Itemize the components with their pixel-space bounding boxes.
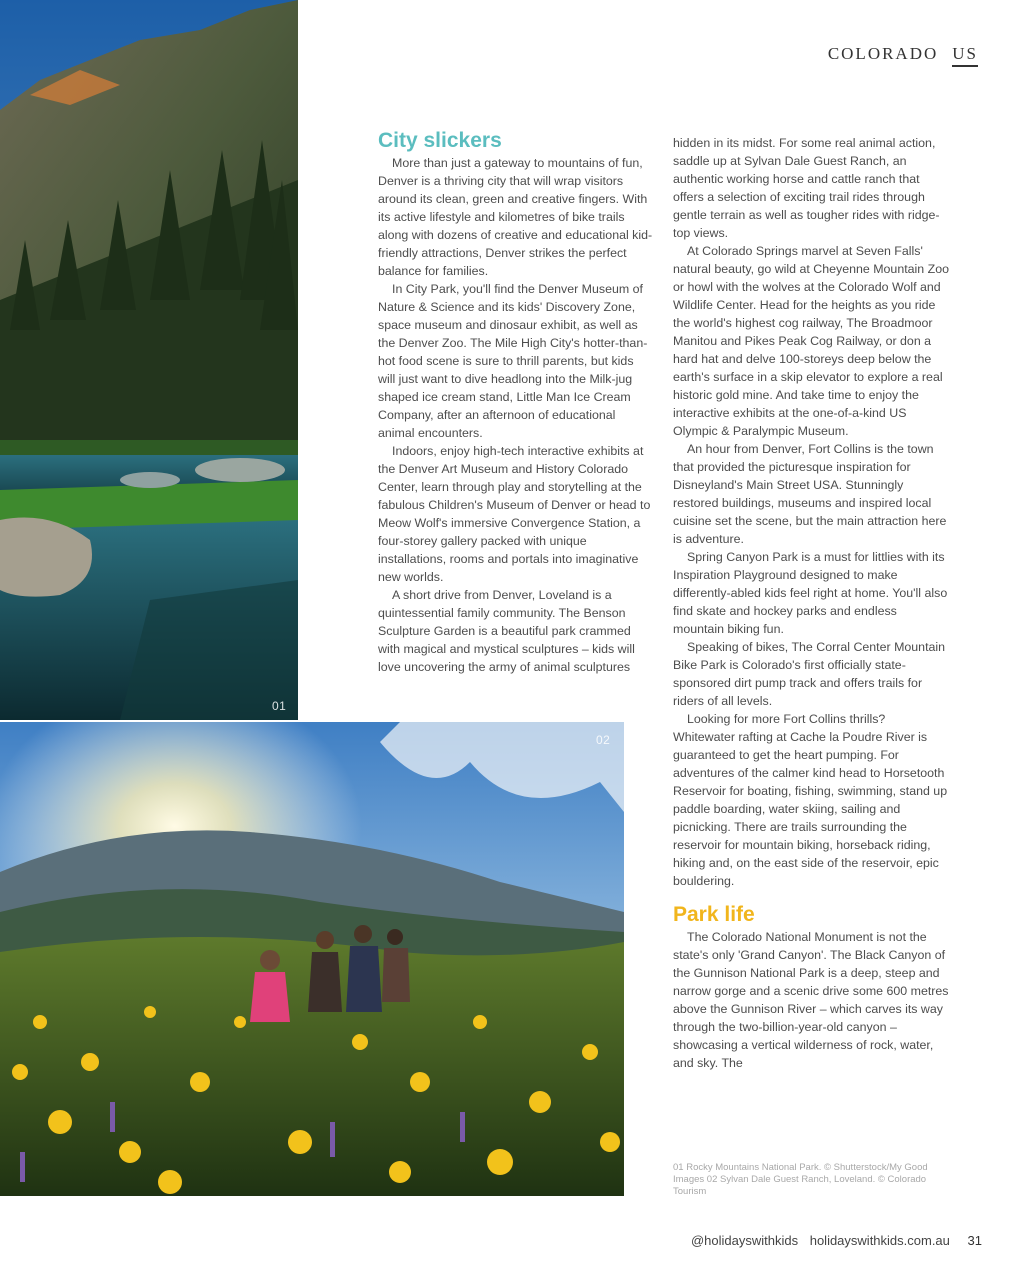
paragraph: hidden in its midst. For some real animal action, saddle up at Sylvan Dale Guest Ranch, an authentic working horse and cattle ranch that offers a selection of exciting trail rides through gentle terrain as well as tougher rides with ridge-top views. bbox=[673, 136, 940, 240]
photo-number-02: 02 bbox=[596, 733, 611, 747]
heading-park-life: Park life bbox=[673, 903, 755, 926]
paragraph: Indoors, enjoy high-tech interactive exhibits at the Denver Art Museum and History Colorado Center, learn through play and storytelling at the fabulous Children's Museum of Denver or head to Meow Wolf's immersive Convergence Station, a four-storey gallery packed with unique installations, rooms and portals into imaginative new worlds. bbox=[378, 444, 651, 584]
article-column-2 bbox=[673, 134, 949, 1072]
paragraph: In City Park, you'll find the Denver Museum of Nature & Science and its kids' Discovery Zone, space museum and dinosaur exhibit, as well as the Denver Zoo. The Mile High City's hotter-than-hot food scene is sure to thrill parents, but kids will just want to dive headlong into the Milk-jug shaped ice cream stand, Little Man Ice Cream Company, after an afternoon of educational animal encounters. bbox=[378, 282, 648, 440]
paragraph: Spring Canyon Park is a must for littlies with its Inspiration Playground designed to make differently-abled kids feel right at home. You'll also find skate and hockey parks and endless mountain biking fun. bbox=[673, 550, 948, 636]
paragraph: At Colorado Springs marvel at Seven Falls' natural beauty, go wild at Cheyenne Mountain Zoo or howl with the wolves at the Colorado Wolf and Wildlife Center. Head for the heights as you ride the world's highest cog railway, The Broadmoor Manitou and Pikes Peak Cog Railway, or don a hard hat and delve 100-storeys deep below the earth's surface in a skip elevator to explore a real historic gold mine. And take time to enjoy the interactive exhibits at the one-of-a-kind US Olympic & Paralympic Museum. bbox=[673, 244, 949, 438]
photo-rocky-mountains bbox=[0, 0, 298, 720]
paragraph: A short drive from Denver, Loveland is a quintessential family community. The Benson Sculpture Garden is a beautiful park crammed with magical and mystical sculptures – kids will love uncovering the army of animal sculptures bbox=[378, 588, 635, 674]
paragraph: Looking for more Fort Collins thrills? Whitewater rafting at Cache la Poudre River is guaranteed to get the heart pumping. For adventures of the calmer kind head to Horsetooth Reservoir for boating, fishing, swimming, stand up paddle boarding, water skiing, sailing and picnicking. There are trails surrounding the reservoir for mountain biking, horseback riding, hiking and, on the east side of the reservoir, epic bouldering. bbox=[673, 712, 948, 888]
section-header bbox=[828, 44, 978, 64]
header-region: COLORADO bbox=[827, 44, 939, 63]
article-column-1 bbox=[378, 128, 654, 676]
paragraph: More than just a gateway to mountains of fun, Denver is a thriving city that will wrap visitors around its clean, green and creative fingers. With its active lifestyle and kilometres of bike trails along with dozens of creative and educational kid-friendly attractions, Denver strikes the perfect balance for families. bbox=[378, 156, 653, 278]
header-country: US bbox=[952, 44, 978, 67]
heading-city-slickers: City slickers bbox=[378, 129, 502, 152]
page-footer bbox=[683, 1233, 982, 1248]
photo-number-01: 01 bbox=[272, 699, 287, 713]
paragraph: The Colorado National Monument is not the state's only 'Grand Canyon'. The Black Canyon of the Gunnison National Park is a deep, steep and narrow gorge and a scenic drive some 600 metres above the Gunnison River – which carves its way through the two-billion-year-old canyon – showcasing a vertical wilderness of rock, water, and sky. The bbox=[673, 930, 949, 1070]
paragraph: An hour from Denver, Fort Collins is the town that provided the picturesque inspiration for Disneyland's Main Street USA. Stunningly restored buildings, museums and inspired local cuisine set the scene, but the main attraction here is adventure. bbox=[673, 442, 947, 546]
footer-social-handle[interactable]: @holidayswithkids bbox=[690, 1233, 799, 1248]
footer-website-link[interactable]: holidayswithkids.com.au bbox=[809, 1233, 950, 1248]
page-number: 31 bbox=[967, 1233, 982, 1248]
photo-wildflower-meadow bbox=[0, 722, 624, 1196]
photo-captions: 01 Rocky Mountains National Park. © Shutterstock/My Good Images 02 Sylvan Dale Guest Ranch, Loveland. © Colorado Tourism bbox=[673, 1162, 928, 1197]
paragraph: Speaking of bikes, The Corral Center Mountain Bike Park is Colorado's first officially state-sponsored dirt pump track and offers trails for riders of all levels. bbox=[673, 640, 946, 708]
